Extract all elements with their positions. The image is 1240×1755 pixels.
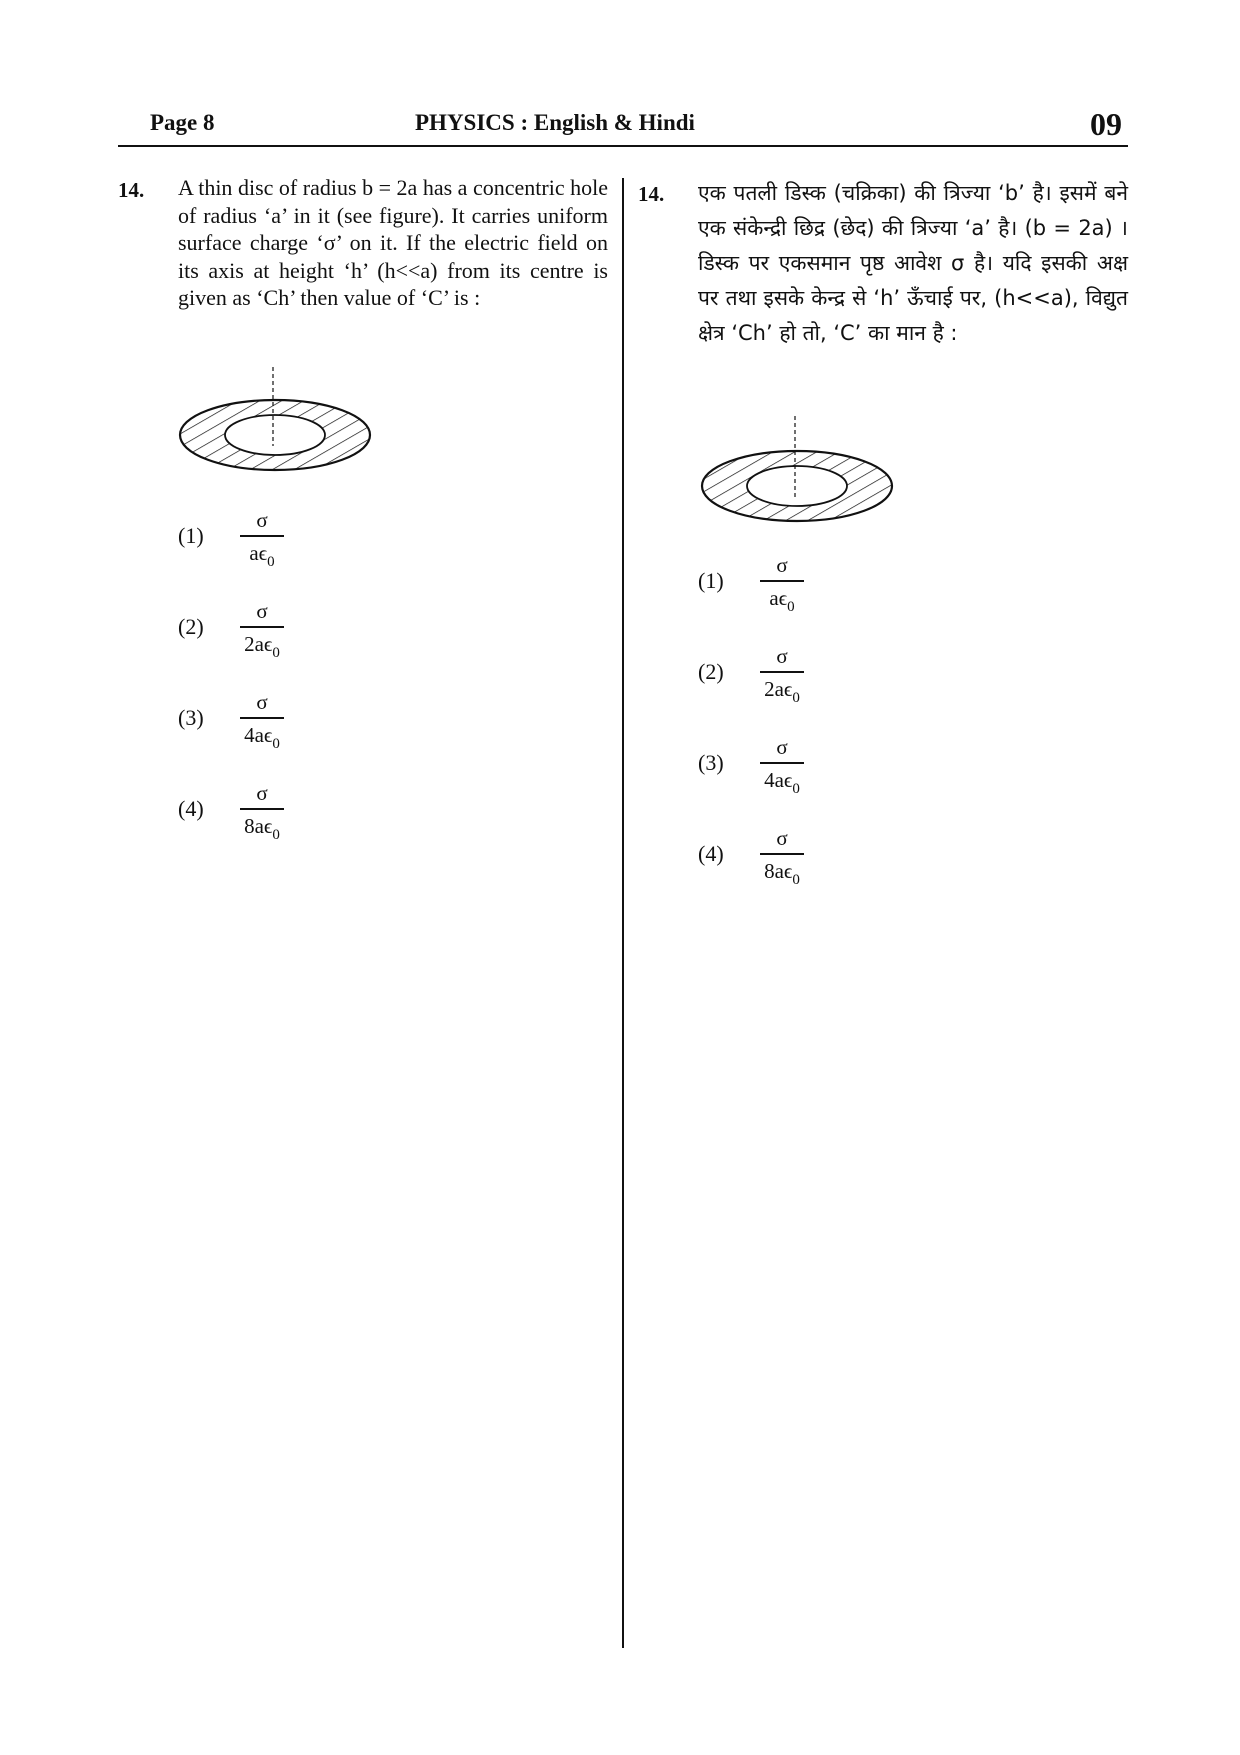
option-number: (2)	[178, 614, 204, 639]
question-number-english: 14.	[118, 178, 145, 202]
option-fraction: σ $4a\epsilon_0$	[760, 734, 804, 793]
question-number-hindi: 14.	[638, 182, 665, 206]
header-rule	[118, 145, 1128, 147]
option-number: (3)	[178, 705, 204, 730]
option-number: (4)	[698, 841, 724, 866]
option-fraction: σ $2a\epsilon_0$	[240, 598, 284, 657]
option-fraction: σ $8a\epsilon_0$	[760, 825, 804, 884]
annular-disc-figure-english	[172, 362, 378, 488]
option-fraction: σ $a\epsilon_0$	[760, 552, 804, 611]
option-fraction: σ $8a\epsilon_0$	[240, 780, 284, 839]
option-fraction: σ $2a\epsilon_0$	[760, 643, 804, 702]
column-divider	[622, 178, 624, 1648]
page-label: Page 8	[150, 110, 215, 135]
question-text-hindi: एक पतली डिस्क (चक्रिका) की त्रिज्या ‘b’ है। इसमें बने एक संकेन्द्री छिद्र (छेद) की त्रिज्या ‘a’ है। (b = 2a) । डिस्क पर एकसमान पृष्ठ आवेश σ है। यदि इसकी अक्ष पर तथा इसके केन्द्र से ‘h’ ऊँचाई पर, (h<<a), विद्युत क्षेत्र ‘Ch’ हो तो, ‘C’ का मान है :	[698, 181, 1128, 345]
option-number: (3)	[698, 750, 724, 775]
question-text-english: A thin disc of radius b = 2a has a concentric hole of radius ‘a’ in it (see figure). It carries uniform surface charge ‘σ’ on it. If the electric field on its axis at height ‘h’ (h<<a) from its centre is given as ‘Ch’ then value of ‘C’ is :	[178, 175, 608, 310]
paper-title: PHYSICS : English & Hindi	[415, 110, 695, 135]
option-number: (2)	[698, 659, 724, 684]
option-fraction: σ $a\epsilon_0$	[240, 507, 284, 566]
option-number: (1)	[698, 568, 724, 593]
paper-code: 09	[1090, 106, 1122, 142]
option-number: (4)	[178, 796, 204, 821]
option-number: (1)	[178, 523, 204, 548]
annular-disc-figure-hindi	[694, 408, 900, 534]
option-fraction: σ $4a\epsilon_0$	[240, 689, 284, 748]
